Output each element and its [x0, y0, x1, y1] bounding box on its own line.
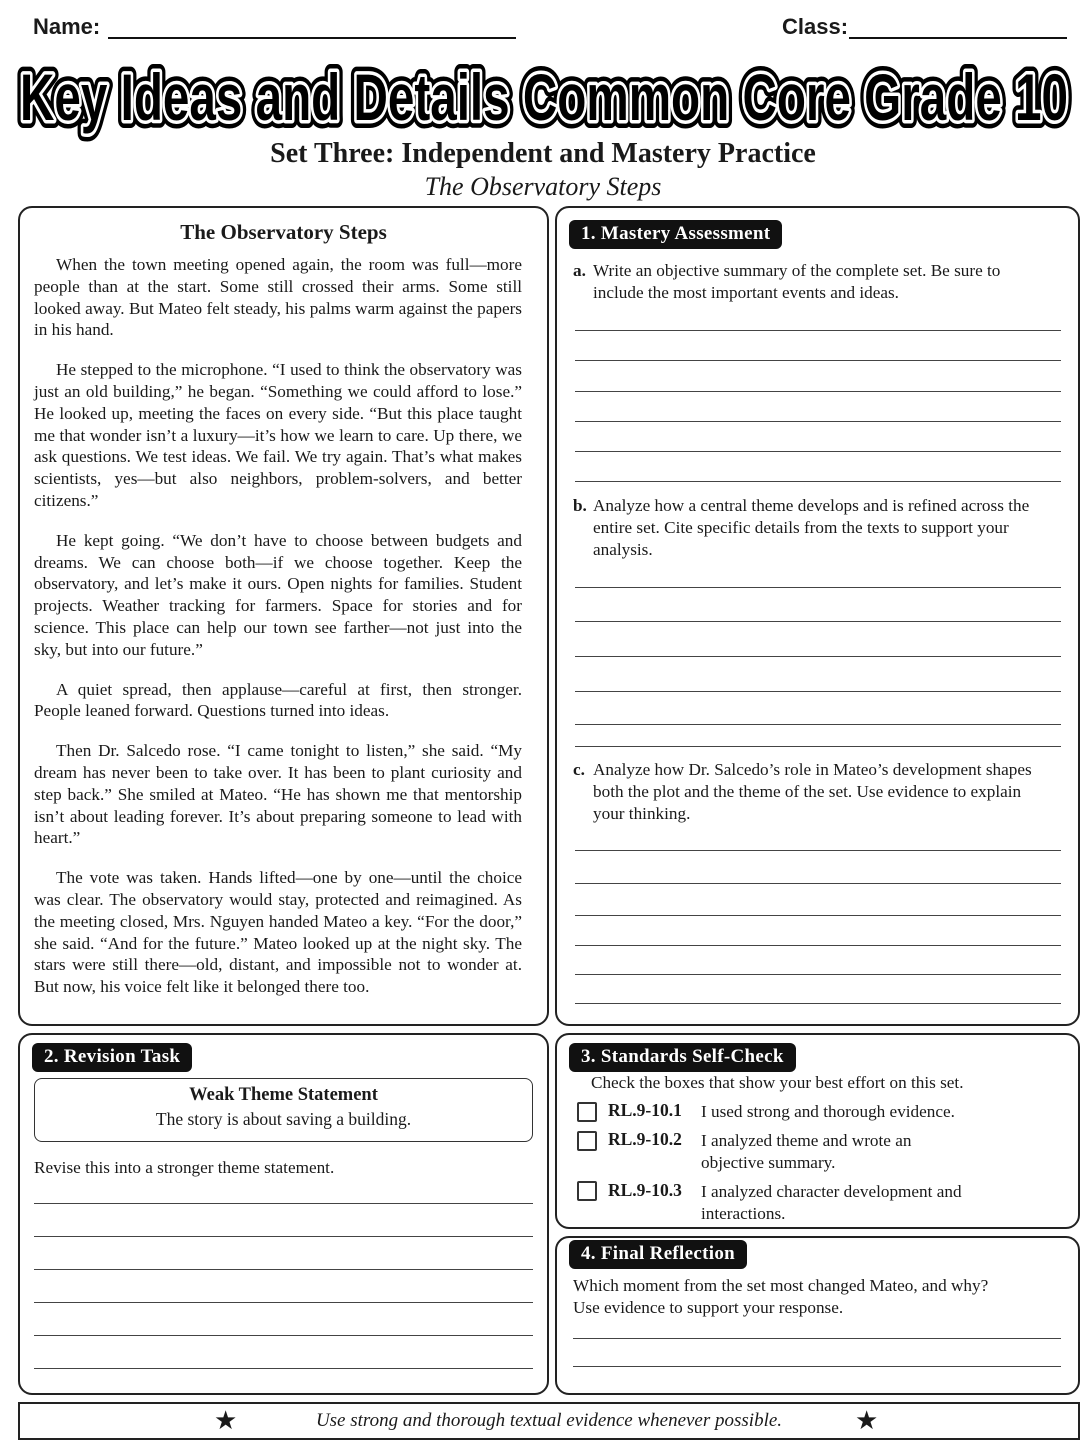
- mastery-panel: [555, 206, 1080, 1026]
- revision-prompt: Revise this into a stronger theme statement.: [34, 1158, 335, 1177]
- svg-text:Key Ideas and Details Common C: Key Ideas and Details Common Core Grade 10: [20, 60, 1068, 134]
- name-field[interactable]: [108, 37, 516, 39]
- standard-checkbox[interactable]: [577, 1102, 597, 1122]
- question-a: a. Write an objective summary of the complete set. Be sure to include the most important events and ideas.: [573, 261, 1001, 302]
- standard-code: RL.9-10.2: [608, 1129, 682, 1149]
- answer-line[interactable]: [573, 1366, 1061, 1367]
- standards-tag: 3. Standards Self-Check: [569, 1043, 796, 1072]
- answer-line[interactable]: [575, 481, 1061, 482]
- footer-banner: [18, 1402, 1080, 1440]
- answer-line[interactable]: [575, 451, 1061, 452]
- standard-checkbox[interactable]: [577, 1181, 597, 1201]
- answer-line[interactable]: [575, 974, 1061, 975]
- class-label: Class:: [782, 14, 849, 39]
- svg-text:Key Ideas and Details Common C: Key Ideas and Details Common Core Grade 10: [20, 60, 1068, 134]
- story-panel: [18, 206, 549, 1026]
- weak-theme-title: Weak Theme Statement: [189, 1085, 378, 1105]
- answer-line[interactable]: [575, 421, 1061, 422]
- standard-desc: I used strong and thorough evidence.: [701, 1102, 955, 1121]
- answer-line[interactable]: [575, 850, 1061, 851]
- footer-text: Use strong and thorough textual evidence whenever possible.: [315, 1410, 783, 1431]
- story-paragraph: A quiet spread, then applause—careful at first, then stronger. People leaned forward. Questions turned into ideas.: [34, 679, 522, 721]
- standard-code: RL.9-10.1: [608, 1100, 682, 1120]
- answer-line[interactable]: [575, 945, 1061, 946]
- story-title: The Observatory Steps: [180, 220, 387, 244]
- standard-desc: I analyzed character development and interactions.: [701, 1182, 962, 1223]
- star-icon: ★: [214, 1406, 238, 1435]
- story-paragraph: He kept going. “We don’t have to choose between budgets and dreams. We can choose both—if we choose together. Keep the observatory, and let’s make it ours. Open nights for families. Student projects. Weather tracking for farmers. Space for stories and for science. This place can help our town see farther—not just into the sky, but into our future.”: [34, 530, 522, 659]
- revision-tag: 2. Revision Task: [32, 1043, 192, 1072]
- reflection-tag: 4. Final Reflection: [569, 1240, 747, 1269]
- standards-panel: [555, 1033, 1080, 1229]
- answer-line[interactable]: [575, 656, 1061, 657]
- standard-desc: I analyzed theme and wrote an objective summary.: [701, 1131, 912, 1172]
- reflection-panel: [555, 1236, 1080, 1395]
- story-body: [34, 254, 522, 1016]
- class-field[interactable]: [849, 37, 1067, 39]
- story-paragraph: When the town meeting opened again, the room was full—more people than at the start. Some still crossed their arms. Some still looked away. But Mateo felt steady, his palms warm against the papers in his hand.: [34, 255, 522, 340]
- weak-theme-text: The story is about saving a building.: [155, 1109, 412, 1129]
- standard-checkbox[interactable]: [577, 1131, 597, 1151]
- answer-line[interactable]: [575, 691, 1061, 692]
- answer-line[interactable]: [34, 1302, 533, 1303]
- answer-line[interactable]: [575, 360, 1061, 361]
- answer-line[interactable]: [575, 724, 1061, 725]
- standard-code: RL.9-10.3: [608, 1180, 682, 1200]
- svg-text:Key Ideas and Details Common C: Key Ideas and Details Common Core Grade 10: [20, 60, 1068, 134]
- answer-line[interactable]: [575, 621, 1061, 622]
- question-b: b. Analyze how a central theme develops and is refined across the entire set. Cite specific details from the texts to support your analysis.: [573, 496, 1030, 559]
- mastery-tag: 1. Mastery Assessment: [569, 220, 782, 249]
- standards-intro: Check the boxes that show your best effort on this set.: [591, 1073, 964, 1092]
- story-subtitle: The Observatory Steps: [424, 172, 662, 201]
- answer-line[interactable]: [34, 1236, 533, 1237]
- question-c: c. Analyze how Dr. Salcedo’s role in Mateo’s development shapes both the plot and the theme of the set. Use evidence to explain your thinking.: [573, 760, 1032, 823]
- story-paragraph: Then Dr. Salcedo rose. “I came tonight to listen,” she said. “My dream has never been to take over. It has been to plant curiosity and step back.” She smiled at Mateo. “He has shown me that mentorship isn’t about leading forever. It’s about preparing someone to lead with heart.”: [34, 741, 522, 848]
- answer-line[interactable]: [575, 587, 1061, 588]
- star-icon: ★: [855, 1406, 879, 1435]
- answer-line[interactable]: [575, 883, 1061, 884]
- answer-line[interactable]: [575, 1003, 1061, 1004]
- answer-line[interactable]: [34, 1269, 533, 1270]
- story-paragraph: He stepped to the microphone. “I used to think the observatory was just an old building,” he began. “Something we could afford to lose.” He looked up, meeting the faces on every side. “But this place taught me that wonder isn’t a luxury—it’s how we learn to care. Up there, we ask questions. We test ideas. We fail. We try again. That’s what makes scientists, yes—but also neighbors, problem-solvers, and better citizens.”: [34, 360, 522, 510]
- set-title: Set Three: Independent and Mastery Practice: [270, 138, 816, 169]
- banner-title: [10, 48, 1078, 148]
- weak-theme-box: [34, 1078, 533, 1142]
- answer-line[interactable]: [34, 1335, 533, 1336]
- name-label: Name:: [33, 14, 101, 39]
- answer-line[interactable]: [34, 1368, 533, 1369]
- answer-line[interactable]: [34, 1203, 533, 1204]
- answer-line[interactable]: [575, 330, 1061, 331]
- story-paragraph: The vote was taken. Hands lifted—one by one—until the choice was clear. The observatory would stay, protected and reimagined. As the meeting closed, Mrs. Nguyen handed Mateo a key. “For the door,” she said. “And for the future.” Mateo looked up at the night sky. The stars were still there—old, distant, and impossible not to wonder at. But now, his voice felt like it belonged there too.: [34, 868, 522, 997]
- answer-line[interactable]: [575, 391, 1061, 392]
- revision-panel: [18, 1033, 549, 1395]
- answer-line[interactable]: [575, 746, 1061, 747]
- answer-line[interactable]: [575, 915, 1061, 916]
- answer-line[interactable]: [573, 1338, 1061, 1339]
- reflection-prompt: Which moment from the set most changed Mateo, and why? Use evidence to support your response.: [573, 1276, 989, 1317]
